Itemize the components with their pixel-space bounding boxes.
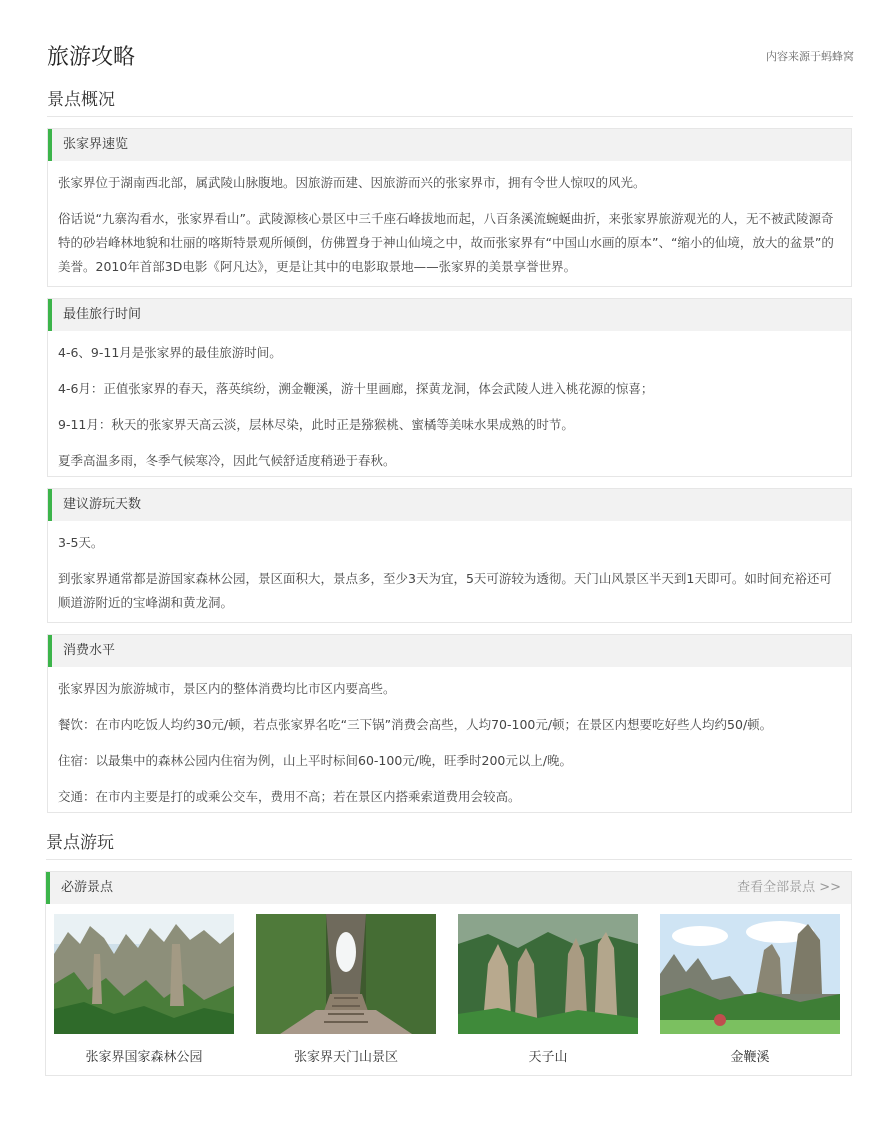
- paragraph: 夏季高温多雨，冬季气候寒冷，因此气候舒适度稍逊于春秋。: [58, 453, 396, 468]
- spot-item[interactable]: [660, 914, 840, 1065]
- paragraph: 餐饮：在市内吃饭人均约30元/顿，若点张家界名吃“三下锅”消费会高些，人均70-100元/顿；在景区内想要吃好些人均约50/顿。: [58, 717, 773, 732]
- paragraph: 张家界因为旅游城市，景区内的整体消费均比市区内要高些。: [58, 681, 396, 696]
- spot-image[interactable]: [660, 914, 840, 1034]
- paragraph: 住宿：以最集中的森林公园内住宿为例，山上平时标间60-100元/晚，旺季时200元以上/晚。: [58, 753, 573, 768]
- card-body: [48, 667, 851, 823]
- paragraph: 俗话说“九寨沟看水，张家界看山”。武陵源核心景区中三千座石峰拔地而起，八百条溪流蜿蜒曲折，来张家界旅游观光的人，无不被武陵源奇特的砂岩峰林地貌和壮丽的喀斯特景观所倾倒，仿佛置身于神山仙境之中，故而张家界有“中国山水画的原本”、“缩小的仙境，放大的盆景”的美誉。2010年首部3D电影《阿凡达》，更是让其中的电影取景地——张家界的美景享誉世界。: [58, 211, 834, 274]
- card-title: 最佳旅行时间: [48, 299, 851, 331]
- paragraph: 交通：在市内主要是打的或乘公交车，费用不高；若在景区内搭乘索道费用会较高。: [58, 789, 521, 804]
- card-must-see: [45, 871, 852, 1076]
- card-body: [48, 521, 851, 629]
- card-best-time: [47, 298, 852, 477]
- card-title: 张家界速览: [48, 129, 851, 161]
- paragraph: 4-6月：正值张家界的春天，落英缤纷，溯金鞭溪，游十里画廊，探黄龙洞，体会武陵人进入桃花源的惊喜；: [58, 381, 654, 396]
- spot-list: [46, 904, 851, 1073]
- card-title: 必游景点: [61, 880, 114, 895]
- spot-name[interactable]: 张家界天门山景区: [293, 1050, 398, 1065]
- section-title-play: 景点游玩: [46, 833, 114, 853]
- spot-name[interactable]: 张家界国家森林公园: [85, 1050, 203, 1065]
- paragraph: 9-11月：秋天的张家界天高云淡，层林尽染，此时正是猕猴桃、蜜橘等美味水果成熟的时节。: [58, 417, 574, 432]
- view-all-spots-link[interactable]: 查看全部景点 >>: [737, 880, 841, 895]
- card-body: [48, 161, 851, 293]
- spot-image[interactable]: [256, 914, 436, 1034]
- card-title: 消费水平: [48, 635, 851, 667]
- card-body: [48, 331, 851, 487]
- section-divider: [46, 859, 852, 860]
- source-note: 内容来源于蚂蜂窝: [766, 50, 854, 63]
- card-header: [46, 872, 851, 904]
- spot-image[interactable]: [458, 914, 638, 1034]
- paragraph: 4-6、9-11月是张家界的最佳旅游时间。: [58, 345, 282, 360]
- spot-item[interactable]: [256, 914, 436, 1065]
- card-days: [47, 488, 852, 623]
- section-divider: [47, 116, 853, 117]
- spot-name[interactable]: 金鞭溪: [730, 1050, 770, 1065]
- section-title-overview: 景点概况: [47, 90, 115, 110]
- paragraph: 3-5天。: [58, 535, 104, 550]
- spot-image[interactable]: [54, 914, 234, 1034]
- spot-item[interactable]: [458, 914, 638, 1065]
- card-title: 建议游玩天数: [48, 489, 851, 521]
- spot-name[interactable]: 天子山: [528, 1050, 568, 1065]
- page-title: 旅游攻略: [47, 45, 136, 70]
- card-overview: [47, 128, 852, 287]
- paragraph: 到张家界通常都是游国家森林公园，景区面积大，景点多，至少3天为宜，5天可游较为透彻。天门山风景区半天到1天即可。如时间充裕还可顺道游附近的宝峰湖和黄龙洞。: [58, 571, 832, 610]
- spot-item[interactable]: [54, 914, 234, 1065]
- paragraph: 张家界位于湖南西北部，属武陵山脉腹地。因旅游而建、因旅游而兴的张家界市，拥有令世人惊叹的风光。: [58, 175, 646, 190]
- card-cost: [47, 634, 852, 813]
